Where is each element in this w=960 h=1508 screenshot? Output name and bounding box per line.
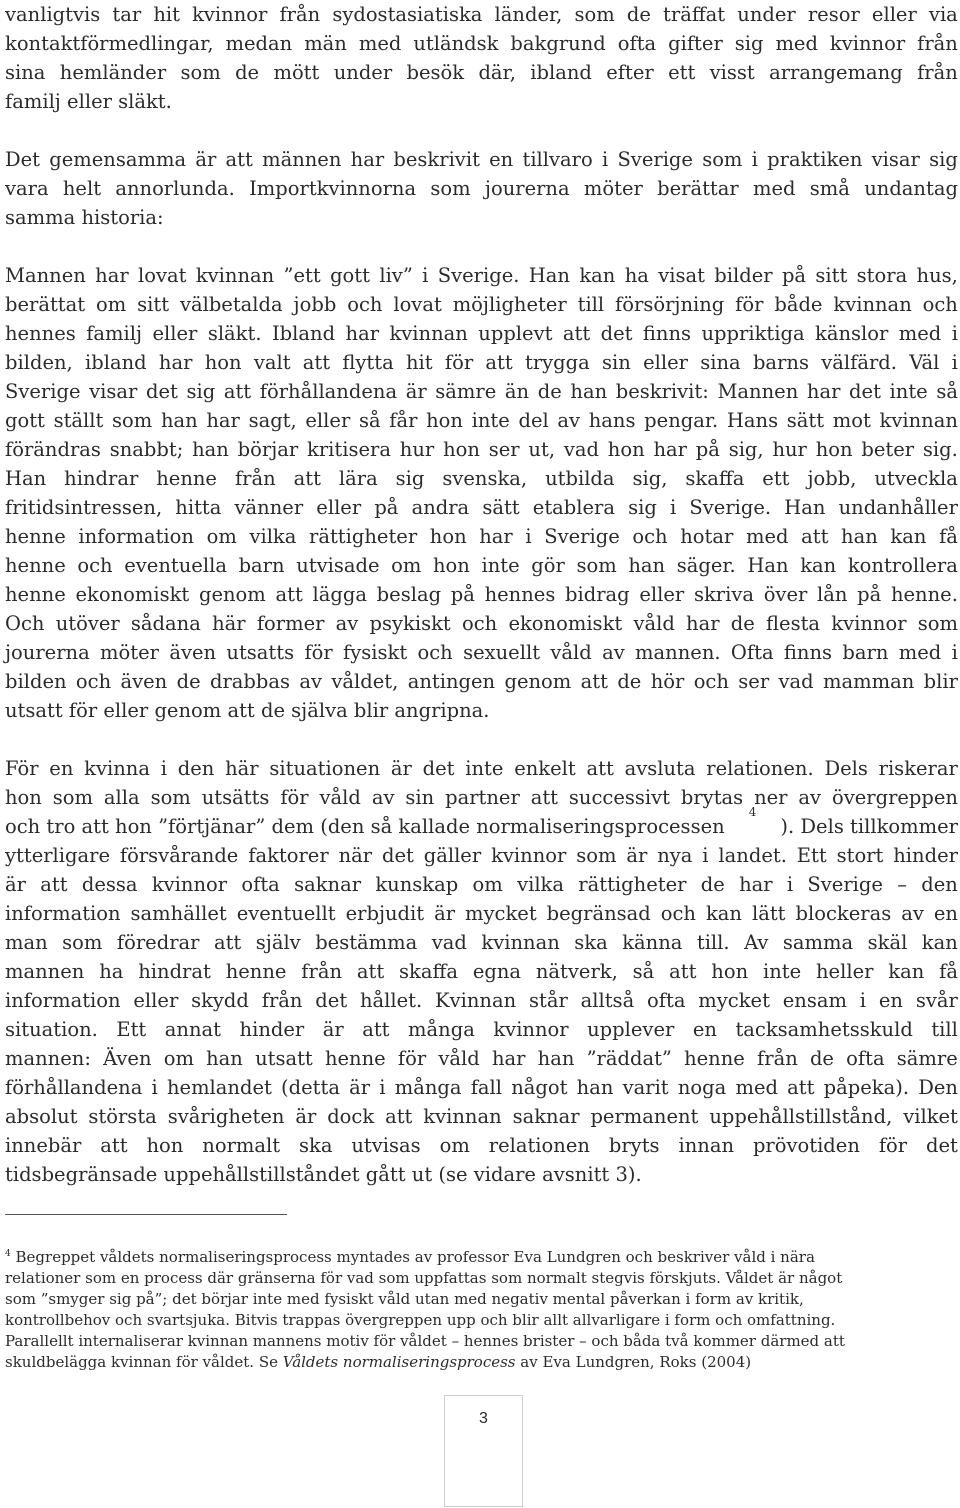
text-segment: skuldbelägga kvinnan för våldet. Se <box>5 1353 283 1371</box>
text-line: Och utöver sådana här former av psykiskt och ekonomiskt våld har de flesta kvinnor som <box>5 612 958 635</box>
footnote-line: som ”smyger sig på”; det börjar inte med fysiskt våld utan med negativ mental påverkan i form av kritik, <box>5 1290 804 1308</box>
text-segment: och tro att hon ”förtjänar” dem (den så kallade normaliseringsprocessen <box>5 815 725 838</box>
text-line: information eller skydd från det hållet. Kvinnan står alltså ofta mycket ensam i en svår <box>5 989 958 1012</box>
text-segment: ). Dels tillkommer <box>780 815 958 838</box>
text-line: situation. Ett annat hinder är att många kvinnor upplever en tacksamhetsskuld till <box>5 1018 958 1041</box>
text-line: innebär att hon normalt ska utvisas om relationen bryts innan prövotiden för det <box>5 1134 958 1157</box>
text-line: utsatt för eller genom att de själva blir angripna. <box>5 699 490 722</box>
paragraph <box>5 145 958 232</box>
body-text <box>5 0 958 1189</box>
text-line: Sverige visar det sig att förhållandena är sämre än de han beskrivit: Mannen har det inte så <box>5 380 958 403</box>
footnote-divider <box>5 1214 287 1215</box>
text-line: information samhället eventuellt erbjudit är mycket begränsad och kan lätt blockeras av en <box>5 902 958 925</box>
page-number-box <box>444 1395 523 1507</box>
page-number: 3 <box>479 1410 488 1427</box>
footnote <box>5 1247 958 1373</box>
text-line: ytterligare försvårande faktorer när det gäller kvinnor som är nya i landet. Ett stort hinder <box>5 844 958 867</box>
text-line: tidsbegränsade uppehållstillståndet gått ut (se vidare avsnitt 3). <box>5 1163 642 1186</box>
text-line: hon som alla som utsätts för våld av sin partner att successivt brytas ner av övergreppen <box>5 786 958 809</box>
text-line: henne och eventuella barn utvisade om hon inte gör som han säger. Han kan kontrollera <box>5 554 958 577</box>
document-page <box>5 0 958 1373</box>
text-line: absolut största svårigheten är dock att kvinnan saknar permanent uppehållstillstånd, vilket <box>5 1105 958 1128</box>
text-line: hennes familj eller släkt. Ibland har kvinnan upplevt att det finns uppriktiga känslor med i <box>5 322 958 345</box>
footnote-line: relationer som en process där gränserna för vad som uppfattas som normalt stegvis förskjuts. Våldet är något <box>5 1269 843 1287</box>
text-line: henne information om vilka rättigheter hon har i Sverige och hotar med att han kan få <box>5 525 958 548</box>
text-line: gott ställt som han har sagt, eller så får hon inte del av hans pengar. Hans sätt mot kvinnan <box>5 409 958 432</box>
text-line: vara helt annorlunda. Importkvinnorna som jourerna möter berättar med små undantag <box>5 177 958 200</box>
text-line: henne ekonomiskt genom att lägga beslag på hennes bidrag eller skriva över lån på henne. <box>5 583 958 606</box>
footnote-line <box>5 1352 958 1373</box>
paragraph <box>5 261 958 725</box>
footnote-line <box>5 1247 958 1268</box>
text-line: bilden och även de drabbas av våldet, antingen genom att de hör och ser vad mamman blir <box>5 670 958 693</box>
text-line: bilden, ibland har hon valt att flytta hit för att trygga sin eller sina barns välfärd. Väl i <box>5 351 958 374</box>
text-line: För en kvinna i den här situationen är det inte enkelt att avsluta relationen. Dels riskerar <box>5 757 958 780</box>
text-line: mannen ha hindrat henne från att skaffa egna nätverk, så att hon inte heller kan få <box>5 960 958 983</box>
text-line: berättat om sitt välbetalda jobb och lovat möjligheter till försörjning för både kvinnan och <box>5 293 958 316</box>
text-line: förhållandena i hemlandet (detta är i många fall något han varit noga med att påpeka). Den <box>5 1076 958 1099</box>
footnote-line: Parallellt internaliserar kvinnan mannens motiv för våldet – hennes brister – och båda två kommer därmed att <box>5 1332 845 1350</box>
text-line: mannen: Även om han utsatt henne för våld har han ”räddat” henne från de ofta sämre <box>5 1047 958 1070</box>
text-segment: av Eva Lundgren, Roks (2004) <box>515 1353 752 1371</box>
text-line: Han hindrar henne från att lära sig svenska, utbilda sig, skaffa ett jobb, utveckla <box>5 467 958 490</box>
text-line: Det gemensamma är att männen har beskrivit en tillvaro i Sverige som i praktiken visar sig <box>5 148 958 171</box>
text-line: vanligtvis tar hit kvinnor från sydostasiatiska länder, som de träffat under resor eller via <box>5 3 958 26</box>
text-line-with-footnote-ref <box>5 805 958 841</box>
paragraph <box>5 0 958 116</box>
cited-title: Våldets normaliseringsprocess <box>282 1353 516 1371</box>
footnote-line: kontrollbehov och svartsjuka. Bitvis trappas övergreppen upp och blir allt allvarligare i form och omfattning. <box>5 1311 836 1329</box>
footnote-reference[interactable]: 4 <box>748 805 757 819</box>
text-line: är att dessa kvinnor ofta saknar kunskap om vilka rättigheter de har i Sverige – den <box>5 873 958 896</box>
text-line: kontaktförmedlingar, medan män med utländsk bakgrund ofta gifter sig med kvinnor från <box>5 32 958 55</box>
text-line: familj eller släkt. <box>5 90 172 113</box>
text-line: jourerna möter även utsatts för fysiskt och sexuellt våld av mannen. Ofta finns barn med i <box>5 641 958 664</box>
text-line: man som föredrar att själv bestämma vad kvinnan ska känna till. Av samma skäl kan <box>5 931 958 954</box>
footnote-marker: 4 <box>5 1249 11 1259</box>
text-line: Mannen har lovat kvinnan ”ett gott liv” i Sverige. Han kan ha visat bilder på sitt stora hus, <box>5 264 958 287</box>
text-line: samma historia: <box>5 206 164 229</box>
text-line: förändras snabbt; han börjar kritisera hur hon ser ut, vad hon har på sig, hur hon beter sig. <box>5 438 958 461</box>
text-segment: Begreppet våldets normaliseringsprocess myntades av professor Eva Lundgren och beskriver våld i nära <box>15 1248 815 1266</box>
text-line: sina hemländer som de mött under besök där, ibland efter ett visst arrangemang från <box>5 61 958 84</box>
paragraph <box>5 754 958 1189</box>
text-line: fritidsintressen, hitta vänner eller på andra sätt etablera sig i Sverige. Han undanhåller <box>5 496 958 519</box>
